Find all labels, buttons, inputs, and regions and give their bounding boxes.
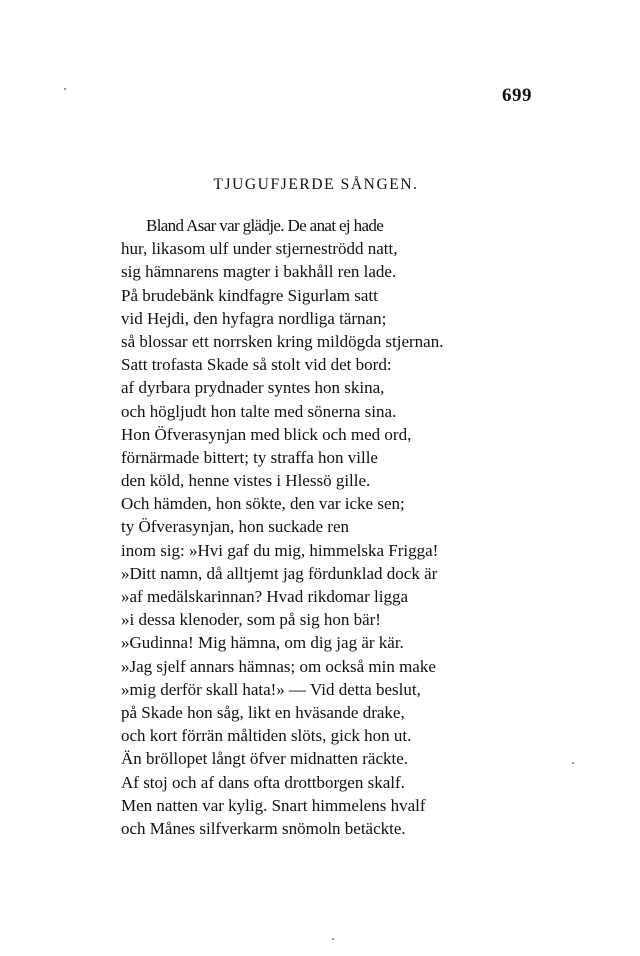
poem-line: »Jag sjelf annars hämnas; om också min make xyxy=(121,656,436,676)
paper-speck xyxy=(64,88,66,90)
poem-line: »mig derför skall hata!» — Vid detta beslut, xyxy=(121,679,421,699)
poem-body xyxy=(121,214,491,840)
poem-line: »Ditt namn, då alltjemt jag fördunklad dock är xyxy=(121,563,438,583)
poem-line: Men natten var kylig. Snart himmelens hvalf xyxy=(121,795,426,815)
poem-line: Satt trofasta Skade så stolt vid det bord: xyxy=(121,355,392,375)
poem-line: och Månes silfverkarm snömoln betäckte. xyxy=(121,818,406,838)
poem-line: »Gudinna! Mig hämna, om dig jag är kär. xyxy=(121,633,404,653)
poem-line: och kort förrän måltiden slöts, gick hon ut. xyxy=(121,726,412,746)
page-number: 699 xyxy=(502,85,532,106)
paper-speck xyxy=(572,762,574,764)
poem-line: Hon Öfverasynjan med blick och med ord, xyxy=(121,424,412,444)
poem-line: vid Hejdi, den hyfagra nordliga tärnan; xyxy=(121,308,387,328)
poem-line: ty Öfverasynjan, hon suckade ren xyxy=(121,517,350,537)
poem-line: På brudebänk kindfagre Sigurlam satt xyxy=(121,285,378,305)
paper-speck xyxy=(332,938,334,940)
poem-line: Och hämden, hon sökte, den var icke sen; xyxy=(121,494,405,514)
poem-line: på Skade hon såg, likt en hväsande drake, xyxy=(121,702,405,722)
poem-line: den köld, henne vistes i Hlessö gille. xyxy=(121,471,371,491)
poem-line: Af stoj och af dans ofta drottborgen skalf. xyxy=(121,772,405,792)
poem-line: inom sig: »Hvi gaf du mig, himmelska Frigga! xyxy=(121,540,439,560)
poem-line: »i dessa klenoder, som på sig hon bär! xyxy=(121,610,381,630)
poem-line: Än bröllopet långt öfver midnatten räckte. xyxy=(121,749,409,769)
poem-line: sig hämnarens magter i bakhåll ren lade. xyxy=(121,262,397,282)
poem-line: hur, likasom ulf under stjerneströdd natt, xyxy=(121,239,398,259)
poem-line: så blossar ett norrsken kring mildögda stjernan. xyxy=(121,331,444,351)
poem-line: af dyrbara prydnader syntes hon skina, xyxy=(121,378,385,398)
poem-line: förnärmade bittert; ty straffa hon ville xyxy=(121,447,378,467)
poem-line: Bland Asar var glädje. De anat ej hade xyxy=(146,216,384,235)
poem-line: och högljudt hon talte med sönerna sina. xyxy=(121,401,397,421)
chapter-title: TJUGUFJERDE SÅNGEN. xyxy=(213,176,419,193)
poem-line: »af medälskarinnan? Hvad rikdomar ligga xyxy=(121,587,409,606)
